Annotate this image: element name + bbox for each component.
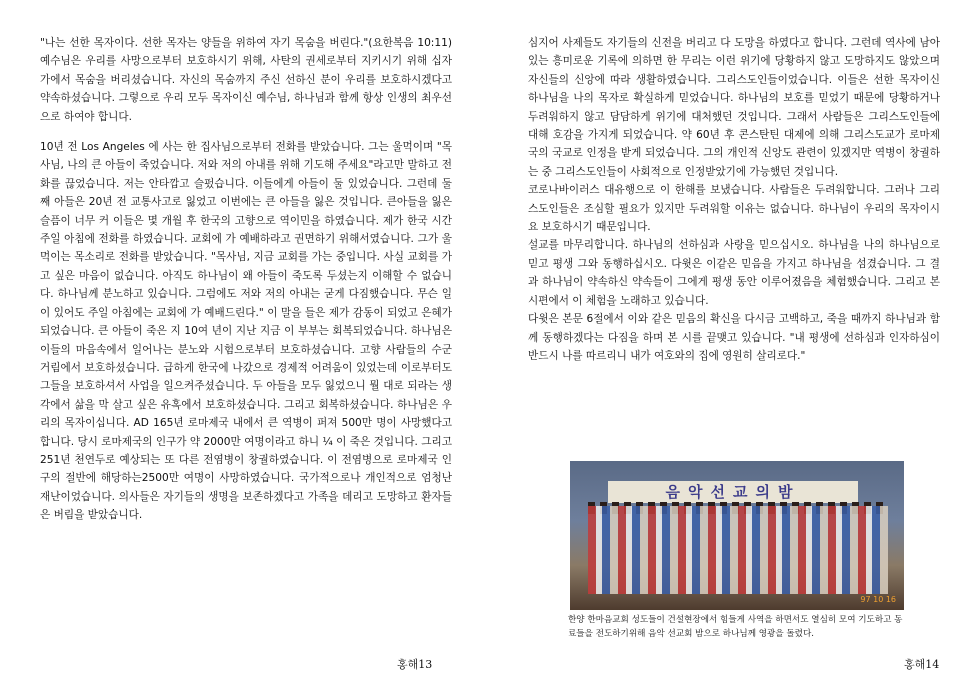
photo-caption: 한양 한마음교회 성도들이 건설현장에서 힘들게 사역을 하면서도 열심히 모여 기도하고 동료들을 전도하기위해 음악 선교회 밤으로 하나님께 영광을 돌렸다. (568, 615, 903, 639)
paragraph-3: 심지어 사제들도 자기들의 신전을 버리고 다 도망을 하였다고 합니다. 그런데 역사에 남아있는 흥미로운 기록에 의하면 한 무리는 이런 위기에 당황하지 않고 도망하지도 않았으며 자신들의 신앙에 따라 생활하였습니다. 그리스도인들이었습니다. 이들은 선한 목자이신 하나님을 나의 목자로 확실하게 믿었습니다. 하나님의 보호를 믿었기 때문에 당황하거나 두려워하지 않고 담담하게 위기에 대처했던 것입니다. 그래서 사람들은 그리스도인들에 대해 호감을 가지게 되었습니다. 약 60년 후 콘스탄틴 대제에 의해 그리스도교가 로마제국의 국교로 인정을 받게 되었습니다. 그의 개인적 신앙도 관련이 있겠지만 역병이 창궐하는 중 그리스도인들이 사회적으로 인정받았기에 가능했던 것입니다. (528, 37, 940, 178)
photo-people (588, 506, 888, 594)
right-page (490, 0, 980, 693)
page-number-left: 홍해13 (397, 658, 433, 671)
left-text-column (40, 34, 452, 525)
paragraph-1: "나는 선한 목자이다. 선한 목자는 양들을 위하여 자기 목숨을 버린다."(요한복음 10:11) 예수님은 우리를 사망으로부터 보호하시기 위해, 사탄의 권세로부터 지키시기 위해 십자가에서 목숨을 버리셨습니다. 자신의 목숨까지 주신 선하신 분이 우리를 보호하시겠다고 약속하셨습니다. 그렇으로 우리 모두 목자이신 예수님, 하나님과 함께 항상 인생의 최우선으로 하여야 합니다. (40, 37, 452, 123)
paragraph-6: 다윗은 본문 6절에서 이와 같은 믿음의 확신을 다시금 고백하고, 죽을 때까지 하나님과 함께 동행하겠다는 다짐을 하며 본 시를 끝맺고 있습니다. "내 평생에 선하심과 인자하심이 반드시 나를 따르리니 내가 여호와의 집에 영원히 살리로다." (528, 313, 940, 362)
page-number-right: 홍해14 (904, 658, 940, 671)
paragraph-2: 10년 전 Los Angeles 에 사는 한 집사님으로부터 전화를 받았습니다. 그는 울먹이며 "목사님, 나의 큰 아들이 죽었습니다. 저와 저의 아내를 위해 기도해 주세요"라고만 말하고 전화를 끊었습니다. 저는 안타깝고 슬펐습니다. 이들에게 아들이 둘 있었습니다. 그런데 둘째 아들은 20년 전 교통사고로 잃었고 이번에는 큰 아들을 잃은 것입니다. 큰아들을 잃은 슬픔이 너무 커 이들은 몇 개월 후 한국의 고향으로 역이민을 하였습니다. 제가 한국 시간 주일 아침에 전화를 하였습니다. 교회에 가 예배하라고 권면하기 위해서였습니다. 그가 울먹이는 목소리로 전화를 받았습니다. "목사님, 지금 교회를 가는 중입니다. 사실 교회를 가고 싶은 마음이 없습니다. 아직도 하나님이 왜 아들이 죽도록 두셨는지 이해할 수 없습니다. 하나님께 분노하고 있습니다. 그럼에도 저와 저의 아내는 굳게 다짐했습니다. 무슨 일이 있어도 주일 아침에는 교회에 가 예배드린다." 이 말을 들은 제가 감동이 되었고 은혜가 되었습니다. 큰 아들이 죽은 지 10여 년이 지난 지금 이 부부는 회복되었습니다. 하나님은 이들의 마음속에서 일어나는 분노와 시험으로부터 보호하셨습니다. 고향 사람들의 수군 거림에서 보호하셨습니다. 급하게 한국에 나갔으로 경제적 어려움이 있었는데 이로부터도 그들을 보호하셔서 사업을 일으켜주셨습니다. 두 아들을 모두 잃었으니 뭘 대로 되라는 생각에서 삶을 막 살고 싶은 유혹에서 보호하셨습니다. 그리고 회복하셨습니다. 하나님은 우리의 목자이십니다. AD 165년 로마제국 내에서 큰 역병이 퍼져 500만 명이 사망했다고 합니다. 당시 로마제국의 인구가 약 2000만 여명이라고 하니 ¼ 이 죽은 것입니다. 그리고 251년 천연두로 예상되는 또 다른 전염병이 창궐하였습니다. 이 전염병으로 로마제국 인구의 절반에 해당하는2500만 여명이 사망하였습니다. 국가적으로나 개인적으로 엄청난 재난이었습니다. 의사들은 자기들의 생명을 보존하겠다고 가족을 데리고 도망하고 환자들은 버림을 받았습니다. (40, 141, 452, 522)
photo-date-stamp: 97 10 16 (860, 595, 896, 604)
photo-banner: 음악선교의밤 (608, 481, 858, 503)
paragraph-4: 코로나바이러스 대유행으로 이 한해를 보냈습니다. 사람들은 두려워합니다. 그러나 그리스도인들은 조심할 필요가 있지만 두려워할 이유는 없습니다. 하나님이 우리의 목자이시요 보호하시기 때문입니다. (528, 184, 940, 234)
paragraph-5: 설교를 마무리합니다. 하나님의 선하심과 사랑을 믿으십시오. 하나님을 나의 하나님으로 믿고 평생 그와 동행하십시오. 다윗은 이같은 믿음을 가지고 하나님을 섬겼습니다. 그 결과 하나님이 약속하신 약속들이 그에게 평생 동안 이루어졌음을 체험했습니다. 그리고 본 시편에서 이 체험을 노래하고 있습니다. (528, 239, 940, 307)
group-photo (570, 461, 904, 610)
right-text-column (528, 34, 940, 365)
